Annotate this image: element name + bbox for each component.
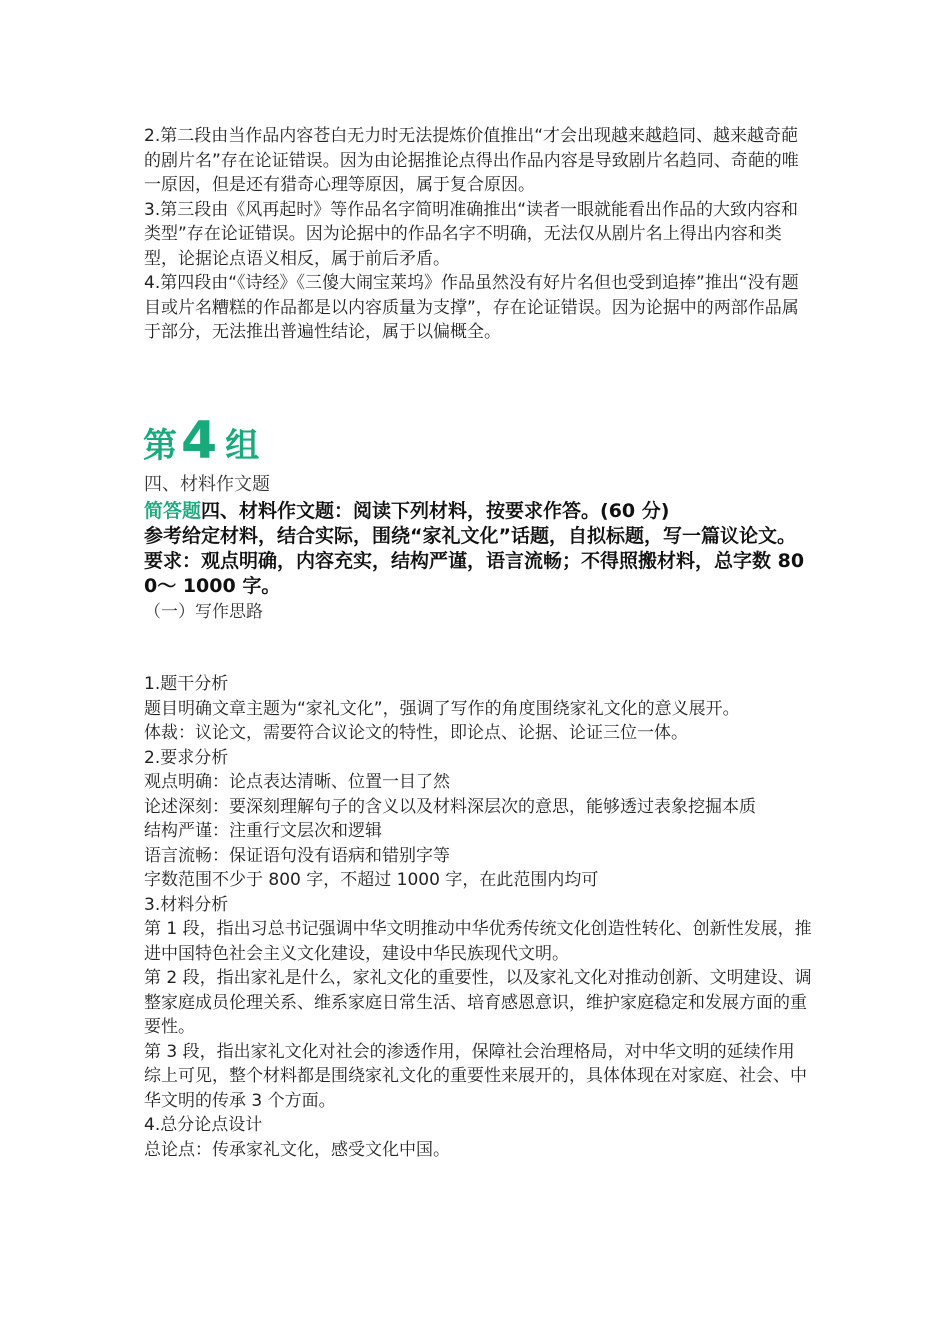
paragraph: 4.总分论点设计 <box>144 1115 263 1135</box>
paragraph: 语言流畅：保证语句没有语病和错别字等 <box>144 845 450 866</box>
question-line <box>144 499 814 524</box>
question-text: 四、材料作文题：阅读下列材料，按要求作答。(60 分) <box>201 500 670 522</box>
group-title-suffix: 组 <box>225 426 260 466</box>
paragraph: 4.第四段由“《诗经》《三傻大闹宝莱坞》作品虽然没有好片名但也受到追捧”推出“没有题目或片名糟糕的作品都是以内容质量为支撑”，存在论证错误。因为论据中的两部作品属于部分，无法推出普遍性结论，属于以偏概全。 <box>144 273 799 342</box>
paragraph: 第 2 段，指出家礼是什么，家礼文化的重要性，以及家礼文化对推动创新、文明建设、调整家庭成员伦理关系、维系家庭日常生活、培育感恩意识，维护家庭稳定和发展方面的重要性。 <box>144 968 812 1037</box>
paragraph: 论述深刻：要深刻理解句子的含义以及材料深层次的意思，能够透过表象挖掘本质 <box>144 796 756 817</box>
writing-approach-heading: （一）写作思路 <box>144 602 263 622</box>
group-title-number: 4 <box>181 411 218 471</box>
paragraph: 总论点：传承家礼文化，感受文化中国。 <box>144 1139 450 1160</box>
question-line: 要求：观点明确，内容充实，结构严谨，语言流畅；不得照搬材料，总字数 800～ 1000 字。 <box>144 550 805 597</box>
paragraph: 第 1 段，指出习总书记强调中华文明推动中华优秀传统文化创造性转化、创新性发展，推进中国特色社会主义文化建设，建设中华民族现代文明。 <box>144 919 812 964</box>
paragraph: 2.第二段由当作品内容苍白无力时无法提炼价值推出“才会出现越来越趋同、越来越奇葩的剧片名”存在论证错误。因为由论据推论点得出作品内容是导致剧片名趋同、奇葩的唯一原因，但是还有猎奇心理等原因，属于复合原因。 <box>144 126 799 195</box>
paragraph: 结构严谨：注重行文层次和逻辑 <box>144 821 382 841</box>
paragraph: 第 3 段，指出家礼文化对社会的渗透作用，保障社会治理格局，对中华文明的延续作用 <box>144 1041 795 1062</box>
question-type-tag: 简答题 <box>144 500 202 522</box>
group-title-prefix: 第 <box>143 426 177 466</box>
writing-approach-body <box>144 672 814 1162</box>
paragraph: 3.第三段由《风再起时》等作品名字简明准确推出“读者一眼就能看出作品的大致内容和类型”存在论证错误。因为论据中的作品名字不明确，无法仅从剧片名上得出内容和类型，论据论点语义相反，属于前后矛盾。 <box>144 199 799 269</box>
paragraph: 1.题干分析 <box>144 674 229 694</box>
paragraph: 题目明确文章主题为“家礼文化”，强调了写作的角度围绕家礼文化的意义展开。 <box>144 698 740 719</box>
paragraph: 体裁：议论文，需要符合议论文的特性，即论点、论据、论证三位一体。 <box>144 723 688 743</box>
question-line: 参考给定材料，结合实际，围绕“家礼文化”话题，自拟标题，写一篇议论文。 <box>144 525 796 547</box>
paragraph: 3.材料分析 <box>144 894 229 915</box>
section-heading: 四、材料作文题 <box>144 474 270 495</box>
group-title <box>143 405 259 469</box>
paragraph: 综上可见，整个材料都是围绕家礼文化的重要性来展开的，具体体现在对家庭、社会、中华文明的传承 3 个方面。 <box>144 1066 807 1111</box>
question-block <box>144 499 814 599</box>
paragraph: 字数范围不少于 800 字，不超过 1000 字，在此范围内均可 <box>144 870 599 890</box>
paragraph: 2.要求分析 <box>144 747 229 768</box>
paragraph: 观点明确：论点表达清晰、位置一目了然 <box>144 772 450 792</box>
analysis-paragraphs <box>144 124 814 345</box>
question-section <box>144 472 814 625</box>
